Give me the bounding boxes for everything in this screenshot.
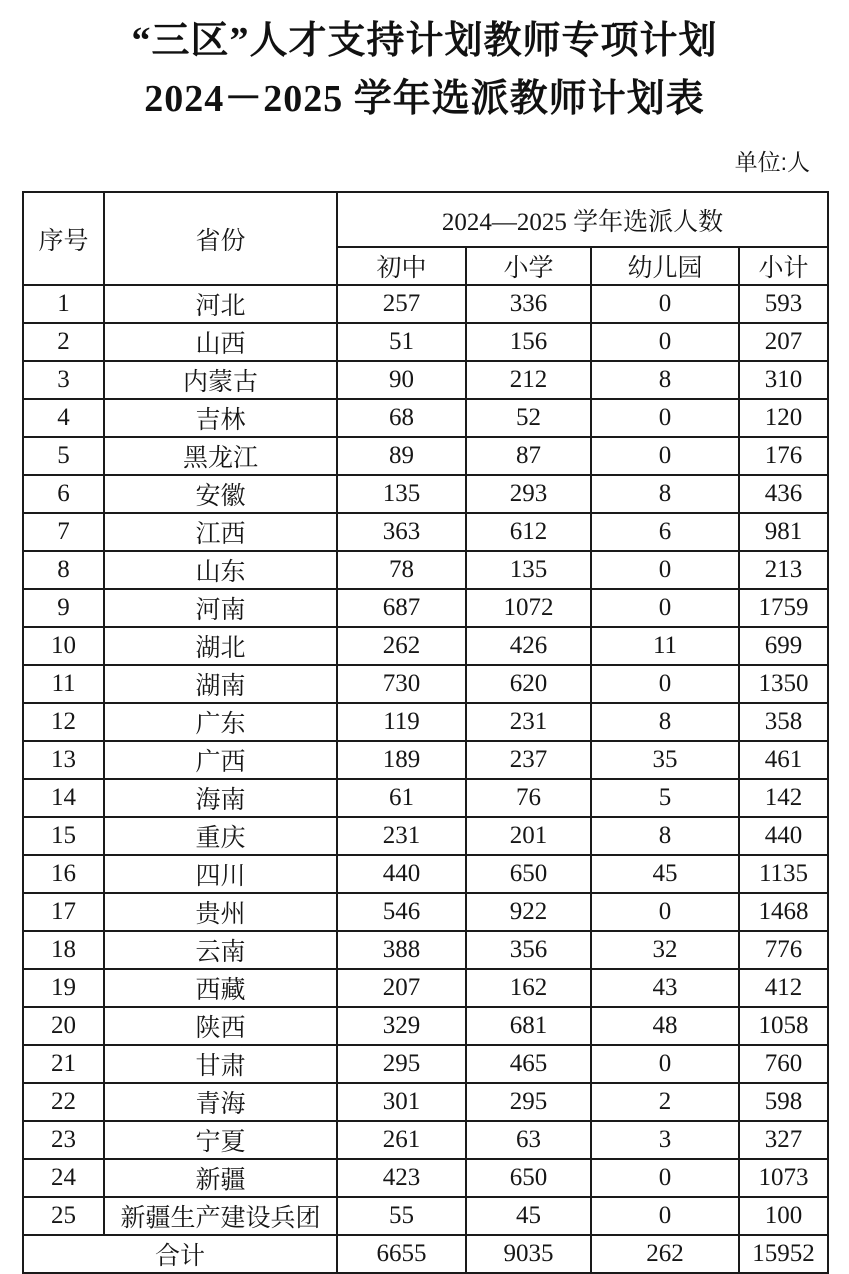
cell-primary: 63 (466, 1121, 591, 1159)
cell-province: 重庆 (104, 817, 337, 855)
cell-junior: 61 (337, 779, 466, 817)
cell-kindergarten: 43 (591, 969, 739, 1007)
cell-seq: 6 (23, 475, 104, 513)
cell-seq: 10 (23, 627, 104, 665)
cell-kindergarten: 5 (591, 779, 739, 817)
cell-primary: 45 (466, 1197, 591, 1235)
cell-province: 河南 (104, 589, 337, 627)
header-seq: 序号 (23, 192, 104, 285)
cell-province: 内蒙古 (104, 361, 337, 399)
table-row (23, 893, 828, 931)
cell-seq: 15 (23, 817, 104, 855)
cell-seq: 13 (23, 741, 104, 779)
cell-subtotal: 461 (739, 741, 828, 779)
cell-subtotal: 1759 (739, 589, 828, 627)
header-province: 省份 (104, 192, 337, 285)
table-row (23, 513, 828, 551)
cell-kindergarten: 8 (591, 703, 739, 741)
cell-seq: 16 (23, 855, 104, 893)
cell-junior: 51 (337, 323, 466, 361)
cell-province: 海南 (104, 779, 337, 817)
table-row (23, 1007, 828, 1045)
cell-subtotal: 100 (739, 1197, 828, 1235)
cell-seq: 8 (23, 551, 104, 589)
table-row (23, 817, 828, 855)
unit-label: 单位:人 (734, 149, 810, 175)
total-kindergarten: 262 (591, 1235, 739, 1273)
cell-seq: 24 (23, 1159, 104, 1197)
table-row (23, 703, 828, 741)
table-row (23, 1197, 828, 1235)
cell-kindergarten: 0 (591, 1045, 739, 1083)
cell-primary: 231 (466, 703, 591, 741)
cell-subtotal: 327 (739, 1121, 828, 1159)
table-body (23, 285, 828, 1235)
cell-kindergarten: 0 (591, 1159, 739, 1197)
cell-kindergarten: 35 (591, 741, 739, 779)
cell-subtotal: 1058 (739, 1007, 828, 1045)
cell-subtotal: 776 (739, 931, 828, 969)
cell-subtotal: 440 (739, 817, 828, 855)
cell-kindergarten: 0 (591, 893, 739, 931)
cell-seq: 3 (23, 361, 104, 399)
cell-primary: 237 (466, 741, 591, 779)
cell-province: 青海 (104, 1083, 337, 1121)
cell-seq: 25 (23, 1197, 104, 1235)
cell-junior: 78 (337, 551, 466, 589)
cell-subtotal: 142 (739, 779, 828, 817)
table-row (23, 551, 828, 589)
header-row-1 (23, 192, 828, 247)
cell-junior: 687 (337, 589, 466, 627)
header-primary: 小学 (466, 247, 591, 285)
page-title (0, 12, 849, 128)
cell-primary: 295 (466, 1083, 591, 1121)
cell-subtotal: 358 (739, 703, 828, 741)
cell-junior: 90 (337, 361, 466, 399)
cell-primary: 162 (466, 969, 591, 1007)
total-row (23, 1235, 828, 1273)
table-row (23, 285, 828, 323)
cell-province: 新疆生产建设兵团 (104, 1197, 337, 1235)
cell-seq: 21 (23, 1045, 104, 1083)
cell-subtotal: 1073 (739, 1159, 828, 1197)
title-line-1: “三区”人才支持计划教师专项计划 (131, 20, 718, 62)
table-row (23, 1083, 828, 1121)
cell-junior: 423 (337, 1159, 466, 1197)
cell-primary: 922 (466, 893, 591, 931)
cell-seq: 18 (23, 931, 104, 969)
cell-primary: 52 (466, 399, 591, 437)
cell-primary: 76 (466, 779, 591, 817)
cell-primary: 681 (466, 1007, 591, 1045)
header-kindergarten: 幼儿园 (591, 247, 739, 285)
cell-kindergarten: 11 (591, 627, 739, 665)
teacher-plan-table (22, 191, 829, 1274)
cell-junior: 301 (337, 1083, 466, 1121)
cell-province: 广西 (104, 741, 337, 779)
cell-subtotal: 981 (739, 513, 828, 551)
cell-primary: 212 (466, 361, 591, 399)
cell-seq: 19 (23, 969, 104, 1007)
cell-junior: 189 (337, 741, 466, 779)
table-row (23, 475, 828, 513)
cell-kindergarten: 8 (591, 475, 739, 513)
cell-subtotal: 760 (739, 1045, 828, 1083)
table-row (23, 665, 828, 703)
cell-primary: 1072 (466, 589, 591, 627)
cell-subtotal: 1468 (739, 893, 828, 931)
cell-kindergarten: 0 (591, 285, 739, 323)
cell-kindergarten: 0 (591, 1197, 739, 1235)
table-row (23, 969, 828, 1007)
cell-primary: 612 (466, 513, 591, 551)
cell-primary: 201 (466, 817, 591, 855)
cell-province: 黑龙江 (104, 437, 337, 475)
cell-junior: 295 (337, 1045, 466, 1083)
cell-seq: 14 (23, 779, 104, 817)
cell-junior: 440 (337, 855, 466, 893)
cell-seq: 7 (23, 513, 104, 551)
cell-junior: 231 (337, 817, 466, 855)
cell-seq: 5 (23, 437, 104, 475)
table-row (23, 1121, 828, 1159)
table-row (23, 399, 828, 437)
cell-junior: 261 (337, 1121, 466, 1159)
cell-subtotal: 1350 (739, 665, 828, 703)
cell-subtotal: 699 (739, 627, 828, 665)
cell-province: 湖北 (104, 627, 337, 665)
cell-province: 贵州 (104, 893, 337, 931)
cell-province: 宁夏 (104, 1121, 337, 1159)
cell-province: 新疆 (104, 1159, 337, 1197)
cell-junior: 730 (337, 665, 466, 703)
cell-subtotal: 176 (739, 437, 828, 475)
cell-seq: 17 (23, 893, 104, 931)
cell-kindergarten: 32 (591, 931, 739, 969)
header-junior: 初中 (337, 247, 466, 285)
cell-kindergarten: 3 (591, 1121, 739, 1159)
cell-junior: 135 (337, 475, 466, 513)
cell-junior: 388 (337, 931, 466, 969)
cell-junior: 68 (337, 399, 466, 437)
cell-kindergarten: 0 (591, 399, 739, 437)
header-subtotal: 小计 (739, 247, 828, 285)
cell-junior: 262 (337, 627, 466, 665)
cell-seq: 23 (23, 1121, 104, 1159)
cell-seq: 12 (23, 703, 104, 741)
cell-junior: 55 (337, 1197, 466, 1235)
table-row (23, 855, 828, 893)
cell-seq: 2 (23, 323, 104, 361)
total-primary: 9035 (466, 1235, 591, 1273)
cell-junior: 89 (337, 437, 466, 475)
document-page (0, 12, 849, 1270)
cell-primary: 336 (466, 285, 591, 323)
cell-primary: 620 (466, 665, 591, 703)
cell-junior: 119 (337, 703, 466, 741)
cell-subtotal: 310 (739, 361, 828, 399)
cell-primary: 135 (466, 551, 591, 589)
cell-kindergarten: 0 (591, 551, 739, 589)
cell-junior: 207 (337, 969, 466, 1007)
cell-province: 四川 (104, 855, 337, 893)
table-row (23, 437, 828, 475)
cell-junior: 257 (337, 285, 466, 323)
cell-primary: 650 (466, 1159, 591, 1197)
table-row (23, 361, 828, 399)
cell-province: 甘肃 (104, 1045, 337, 1083)
cell-kindergarten: 0 (591, 437, 739, 475)
cell-subtotal: 593 (739, 285, 828, 323)
cell-kindergarten: 0 (591, 665, 739, 703)
cell-primary: 356 (466, 931, 591, 969)
cell-subtotal: 412 (739, 969, 828, 1007)
cell-kindergarten: 0 (591, 589, 739, 627)
cell-seq: 22 (23, 1083, 104, 1121)
cell-seq: 9 (23, 589, 104, 627)
title-line-2: 2024－2025 学年选派教师计划表 (144, 78, 705, 120)
table-footer (23, 1235, 828, 1273)
cell-seq: 1 (23, 285, 104, 323)
cell-province: 安徽 (104, 475, 337, 513)
total-subtotal: 15952 (739, 1235, 828, 1273)
cell-junior: 546 (337, 893, 466, 931)
cell-primary: 465 (466, 1045, 591, 1083)
cell-primary: 87 (466, 437, 591, 475)
table-row (23, 1159, 828, 1197)
cell-province: 山西 (104, 323, 337, 361)
cell-primary: 426 (466, 627, 591, 665)
total-label: 合计 (23, 1235, 337, 1273)
cell-subtotal: 598 (739, 1083, 828, 1121)
cell-kindergarten: 6 (591, 513, 739, 551)
cell-province: 山东 (104, 551, 337, 589)
table-row (23, 323, 828, 361)
total-junior: 6655 (337, 1235, 466, 1273)
cell-subtotal: 1135 (739, 855, 828, 893)
cell-kindergarten: 48 (591, 1007, 739, 1045)
cell-province: 湖南 (104, 665, 337, 703)
cell-province: 广东 (104, 703, 337, 741)
table-row (23, 931, 828, 969)
cell-kindergarten: 0 (591, 323, 739, 361)
cell-province: 吉林 (104, 399, 337, 437)
table-row (23, 589, 828, 627)
table-row (23, 1045, 828, 1083)
cell-seq: 4 (23, 399, 104, 437)
cell-subtotal: 436 (739, 475, 828, 513)
cell-subtotal: 120 (739, 399, 828, 437)
cell-province: 陕西 (104, 1007, 337, 1045)
cell-primary: 293 (466, 475, 591, 513)
cell-province: 江西 (104, 513, 337, 551)
table-row (23, 627, 828, 665)
cell-kindergarten: 2 (591, 1083, 739, 1121)
header-group: 2024—2025 学年选派人数 (337, 192, 828, 247)
cell-seq: 11 (23, 665, 104, 703)
cell-province: 云南 (104, 931, 337, 969)
table-row (23, 779, 828, 817)
table-row (23, 741, 828, 779)
cell-subtotal: 207 (739, 323, 828, 361)
cell-seq: 20 (23, 1007, 104, 1045)
cell-kindergarten: 45 (591, 855, 739, 893)
cell-subtotal: 213 (739, 551, 828, 589)
cell-kindergarten: 8 (591, 361, 739, 399)
cell-primary: 156 (466, 323, 591, 361)
cell-province: 西藏 (104, 969, 337, 1007)
cell-kindergarten: 8 (591, 817, 739, 855)
cell-province: 河北 (104, 285, 337, 323)
cell-junior: 329 (337, 1007, 466, 1045)
cell-primary: 650 (466, 855, 591, 893)
cell-junior: 363 (337, 513, 466, 551)
